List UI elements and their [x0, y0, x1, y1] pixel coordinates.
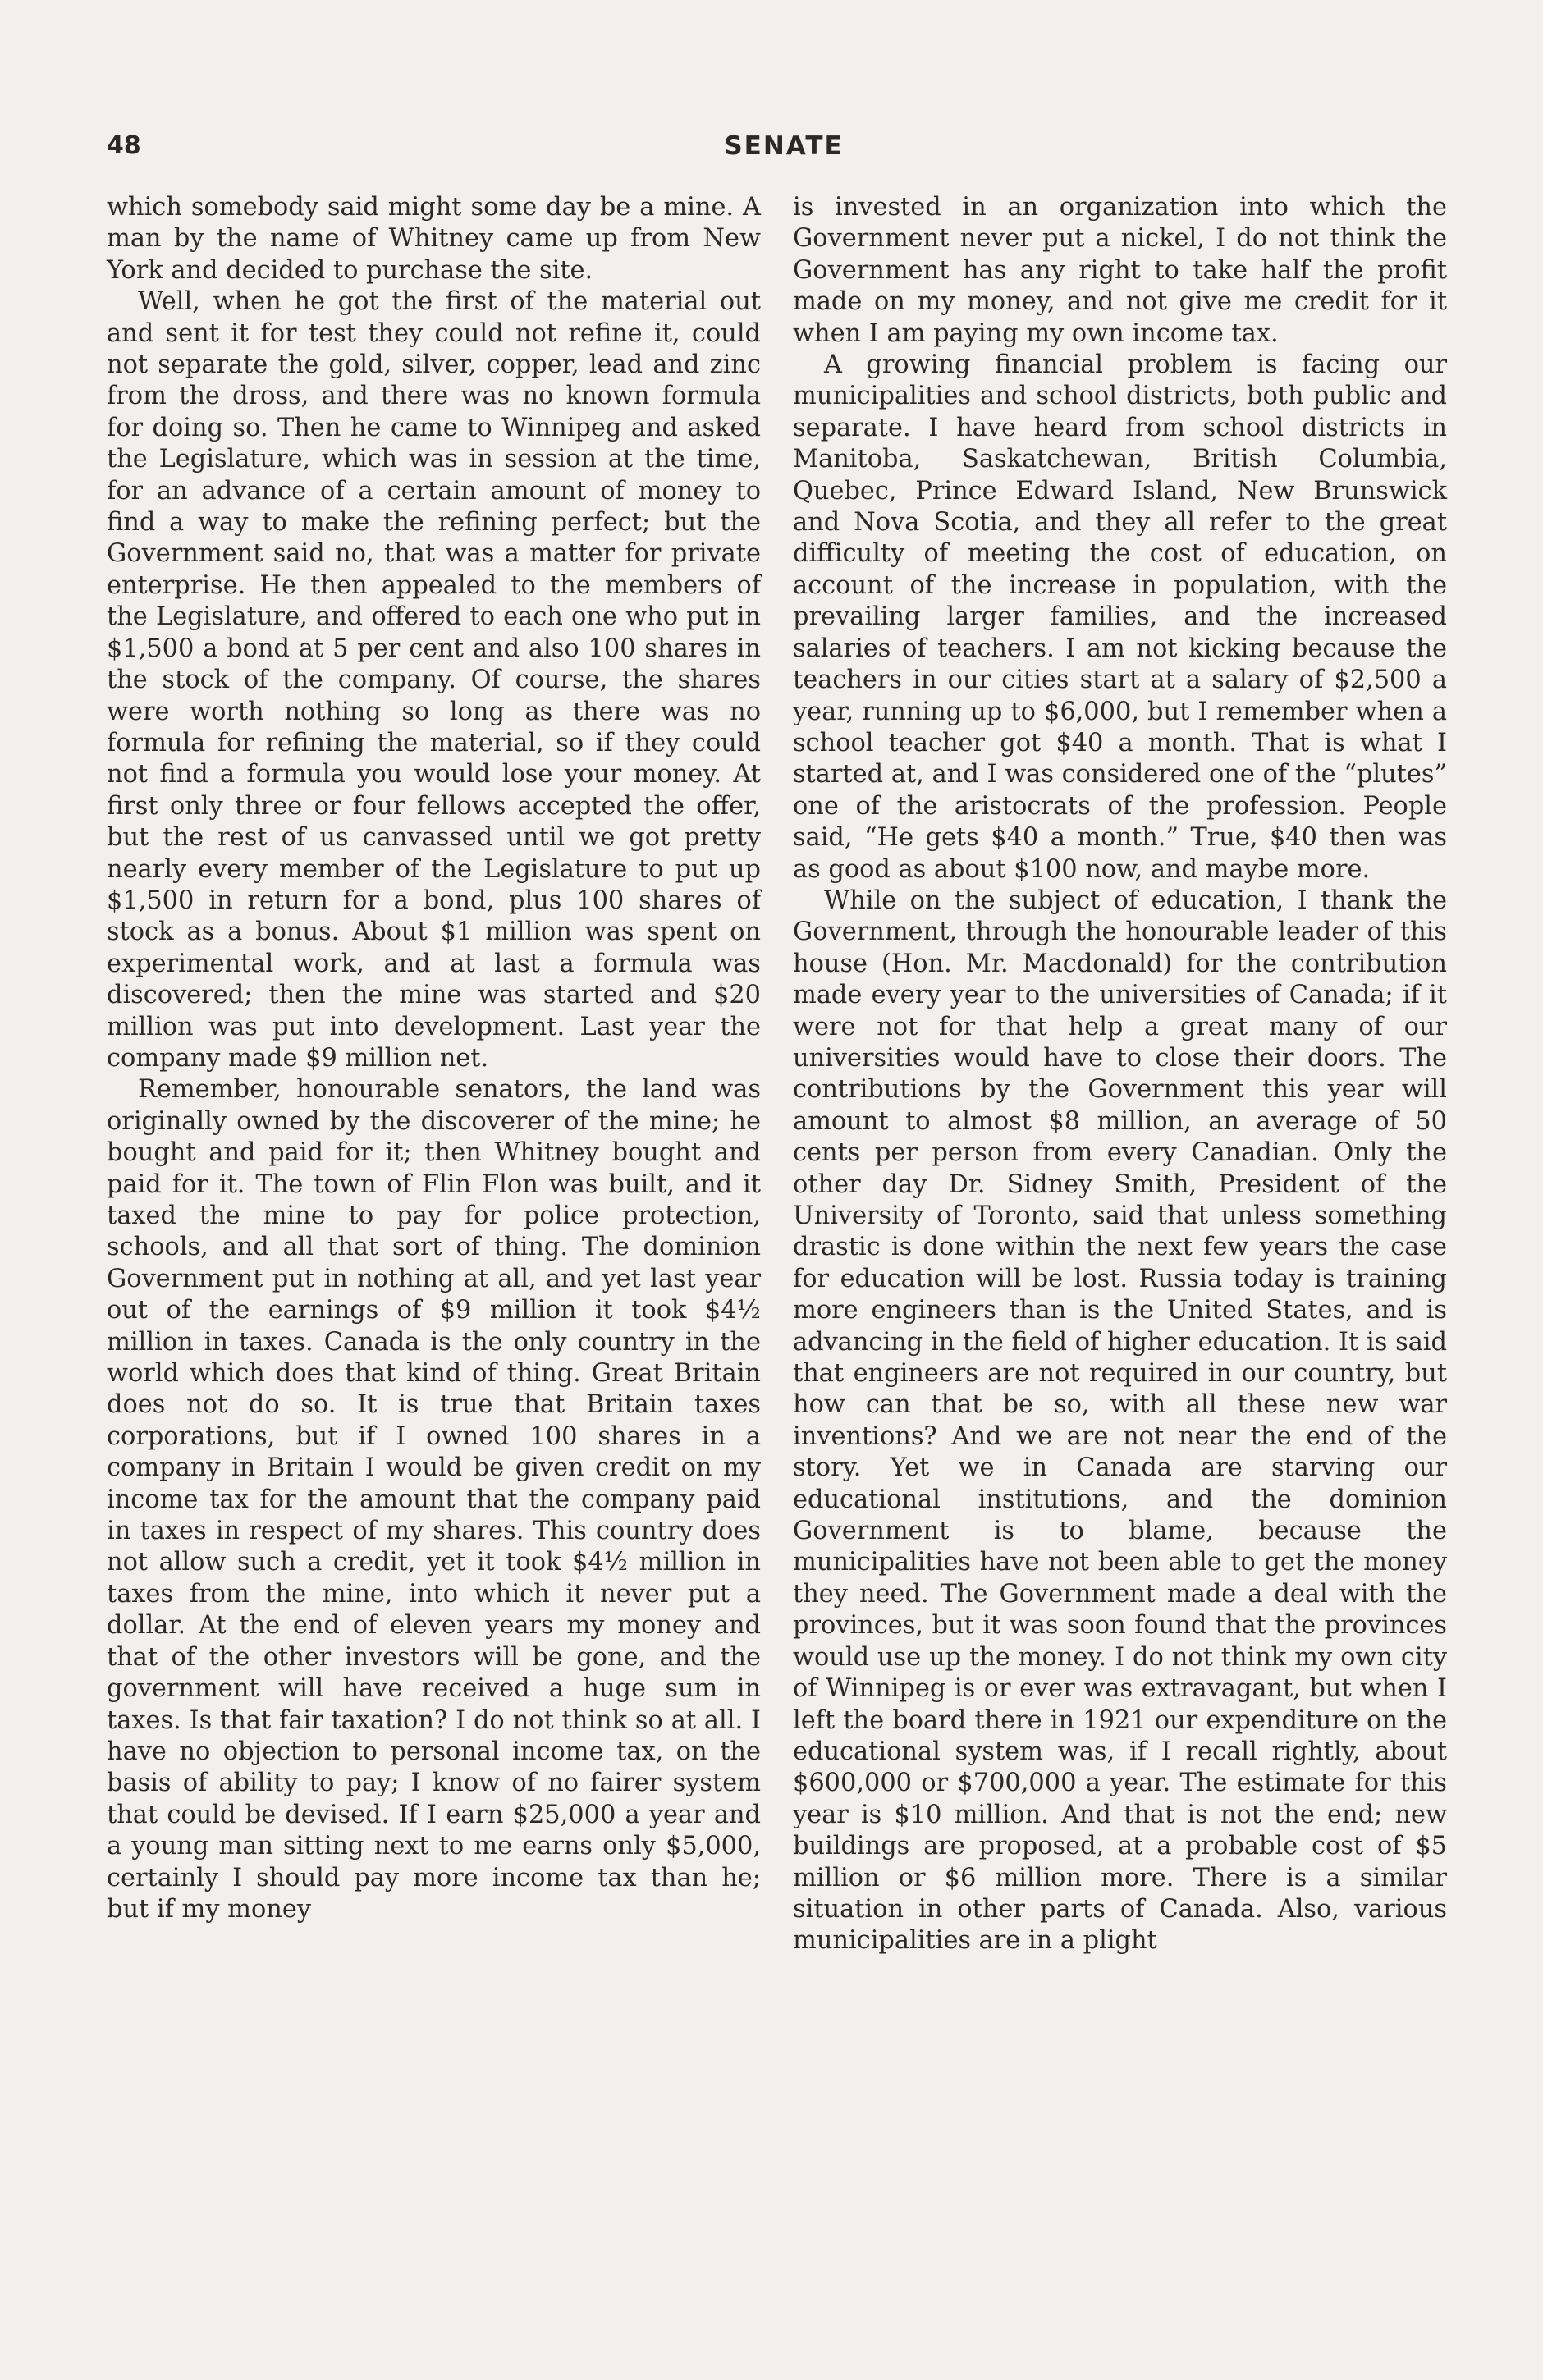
- paragraph: While on the subject of education, I thank the Government, through the honourable leader of this house (Hon. Mr. Macdonald) for the contribution made every year to the universities of Canada; if it were not for that help a great many of our universities would have to close their doors. The contributions by the Government this year will amount to almost $8 million, an average of 50 cents per person from every Canadian. Only the other day Dr. Sidney Smith, President of the University of Toronto, said that unless something drastic is done within the next few years the case for education will be lost. Russia today is training more engineers than is the United States, and is advancing in the field of higher education. It is said that engineers are not required in our country, but how can that be so, with all these new war inventions? And we are not near the end of the story. Yet we in Canada are starving our educational institutions, and the dominion Government is to blame, because the municipalities have not been able to get the money they need. The Government made a deal with the provinces, but it was soon found that the provinces would use up the money. I do not think my own city of Winnipeg is or ever was extravagant, but when I left the board there in 1921 our expenditure on the educational system was, if I recall rightly, about $600,000 or $700,000 a year. The estimate for this year is $10 million. And that is not the end; new buildings are proposed, at a probable cost of $5 million or $6 million more. There is a similar situation in other parts of Canada. Also, various municipalities are in a plight: [793, 886, 1447, 1956]
- left-column: [107, 192, 761, 1925]
- page-header: [107, 131, 1461, 167]
- paragraph: Remember, honourable senators, the land was originally owned by the discoverer of the mine; he bought and paid for it; then Whitney bought and paid for it. The town of Flin Flon was built, and it taxed the mine to pay for police protection, schools, and all that sort of thing. The dominion Government put in nothing at all, and yet last year out of the earnings of $9 million it took $4½ million in taxes. Canada is the only country in the world which does that kind of thing. Great Britain does not do so. It is true that Britain taxes corporations, but if I owned 100 shares in a company in Britain I would be given credit on my income tax for the amount that the company paid in taxes in respect of my shares. This country does not allow such a credit, yet it took $4½ million in taxes from the mine, into which it never put a dollar. At the end of eleven years my money and that of the other investors will be gone, and the government will have received a huge sum in taxes. Is that fair taxation? I do not think so at all. I have no objection to personal income tax, on the basis of ability to pay; I know of no fairer system that could be devised. If I earn $25,000 a year and a young man sitting next to me earns only $5,000, certainly I should pay more income tax than he; but if my money: [107, 1075, 761, 1924]
- paragraph: Well, when he got the first of the material out and sent it for test they could not refine it, could not separate the gold, silver, copper, lead and zinc from the dross, and there was no known formula for doing so. Then he came to Winnipeg and asked the Legislature, which was in session at the time, for an advance of a certain amount of money to find a way to make the refining perfect; but the Government said no, that was a matter for private enterprise. He then appealed to the members of the Legislature, and offered to each one who put in $1,500 a bond at 5 per cent and also 100 shares in the stock of the company. Of course, the shares were worth nothing so long as there was no formula for refining the material, so if they could not find a formula you would lose your money. At first only three or four fellows accepted the offer, but the rest of us canvassed until we got pretty nearly every member of the Legislature to put up $1,500 in return for a bond, plus 100 shares of stock as a bonus. About $1 million was spent on experimental work, and at last a formula was discovered; then the mine was started and $20 million was put into development. Last year the company made $9 million net.: [107, 287, 761, 1073]
- paragraph: A growing financial problem is facing our municipalities and school districts, both public and separate. I have heard from school districts in Manitoba, Saskatchewan, British Columbia, Quebec, Prince Edward Island, New Brunswick and Nova Scotia, and they all refer to the great difficulty of meeting the cost of education, on account of the increase in population, with the prevailing larger families, and the increased salaries of teachers. I am not kicking because the teachers in our cities start at a salary of $2,500 a year, running up to $6,000, but I remember when a school teacher got $40 a month. That is what I started at, and I was considered one of the “plutes” one of the aristocrats of the profession. People said, “He gets $40 a month.” True, $40 then was as good as about $100 now, and maybe more.: [793, 350, 1447, 884]
- page-number: 48: [107, 131, 141, 160]
- paragraph: is invested in an organization into which the Government never put a nickel, I do not think the Government has any right to take half the profit made on my money, and not give me credit for it when I am paying my own income tax.: [793, 193, 1447, 348]
- paragraph: which somebody said might some day be a mine. A man by the name of Whitney came up from New York and decided to purchase the site.: [107, 193, 761, 285]
- page-title: SENATE: [724, 131, 844, 161]
- right-column: [793, 192, 1447, 1957]
